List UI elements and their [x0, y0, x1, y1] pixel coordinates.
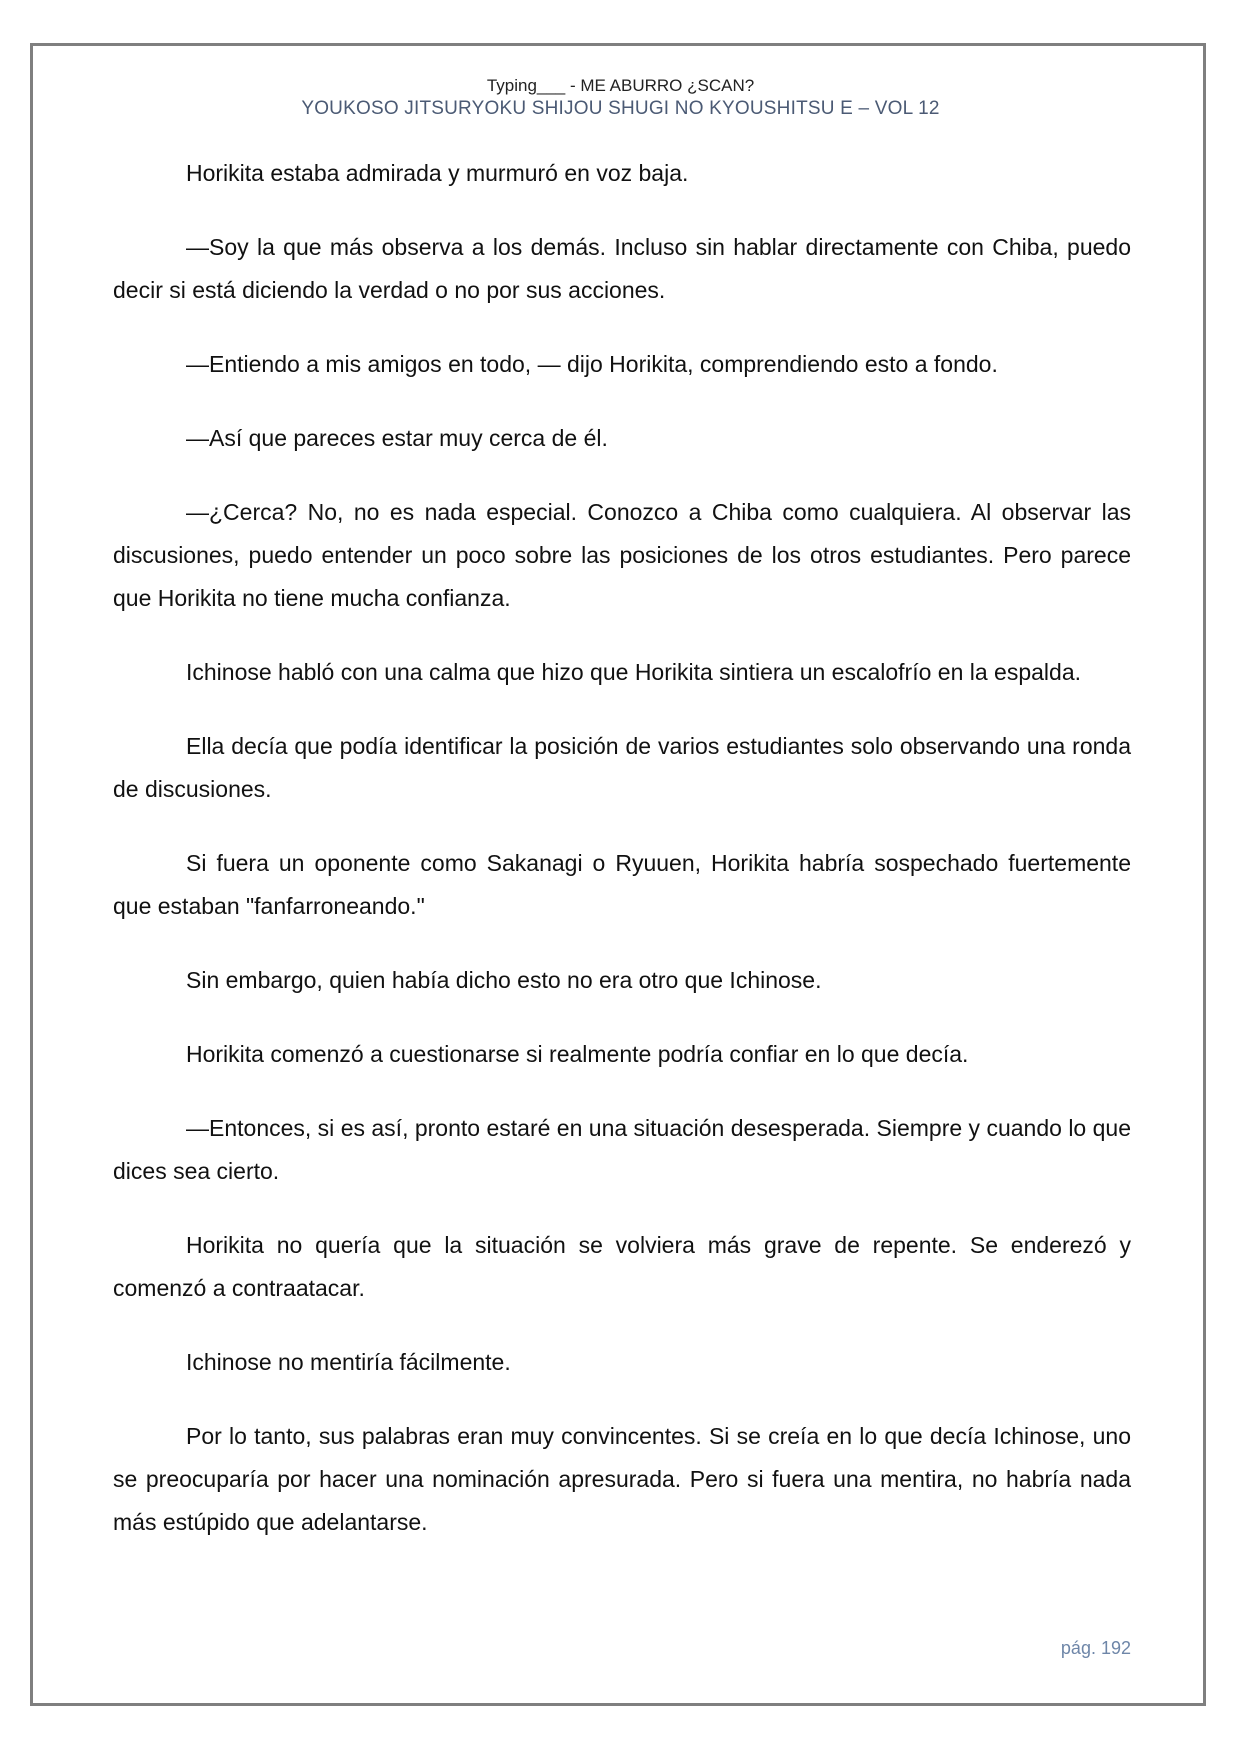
paragraph: Si fuera un oponente como Sakanagi o Ryuuen, Horikita habría sospechado fuertemente que estaban "fanfarroneando." — [113, 850, 1131, 919]
paragraph: Horikita no quería que la situación se volviera más grave de repente. Se enderezó y comenzó a contraatacar. — [113, 1232, 1131, 1301]
paragraph: Horikita comenzó a cuestionarse si realmente podría confiar en lo que decía. — [186, 1041, 969, 1067]
paragraph: Por lo tanto, sus palabras eran muy convincentes. Si se creía en lo que decía Ichinose, uno se preocuparía por hacer una nominación apresurada. Pero si fuera una mentira, no habría nada más estúpido que adelantarse. — [113, 1423, 1131, 1535]
paragraph: —Soy la que más observa a los demás. Incluso sin hablar directamente con Chiba, puedo decir si está diciendo la verdad o no por sus acciones. — [113, 234, 1131, 303]
header-book-title: YOUKOSO JITSURYOKU SHIJOU SHUGI NO KYOUSHITSU E – VOL 12 — [301, 98, 940, 119]
paragraph: —Entonces, si es así, pronto estaré en una situación desesperada. Siempre y cuando lo que dices sea cierto. — [113, 1115, 1131, 1184]
paragraph: —¿Cerca? No, no es nada especial. Conozco a Chiba como cualquiera. Al observar las discusiones, puedo entender un poco sobre las posiciones de los otros estudiantes. Pero parece que Horikita no tiene mucha confianza. — [113, 499, 1131, 611]
paragraph: Ichinose habló con una calma que hizo que Horikita sintiera un escalofrío en la espalda. — [186, 659, 1082, 685]
paragraph: Ella decía que podía identificar la posición de varios estudiantes solo observando una ronda de discusiones. — [113, 733, 1131, 802]
paragraph: Horikita estaba admirada y murmuró en voz baja. — [186, 160, 689, 186]
paragraph: —Así que pareces estar muy cerca de él. — [186, 425, 608, 451]
page-number: pág. 192 — [1060, 1638, 1131, 1658]
paragraph: Ichinose no mentiría fácilmente. — [186, 1349, 511, 1375]
page-header — [0, 75, 1241, 121]
document-body — [113, 152, 1131, 1575]
header-credit: Typing___ - ME ABURRO ¿SCAN? — [486, 76, 755, 95]
paragraph: —Entiendo a mis amigos en todo, — dijo Horikita, comprendiendo esto a fondo. — [186, 351, 998, 377]
paragraph: Sin embargo, quien había dicho esto no era otro que Ichinose. — [186, 967, 822, 993]
